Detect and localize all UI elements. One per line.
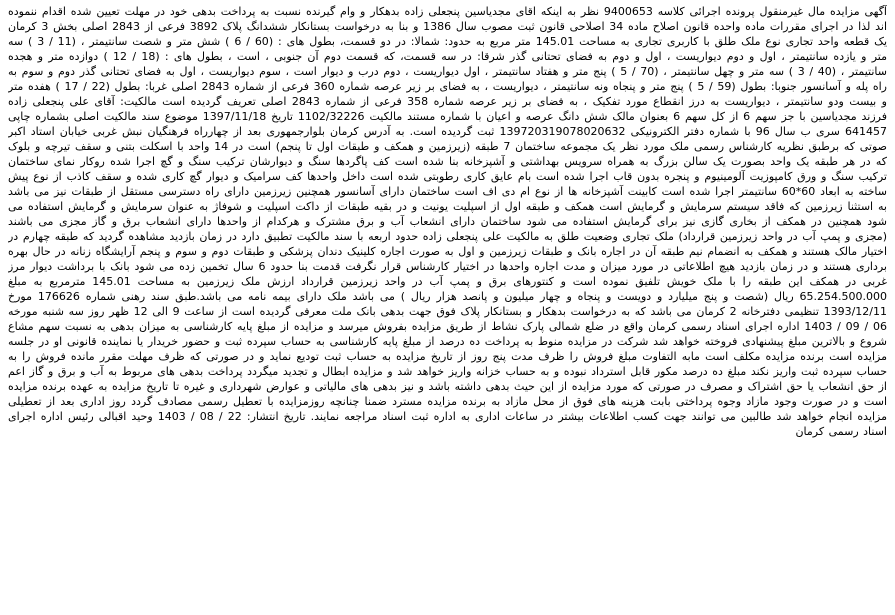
auction-notice	[8, 4, 887, 607]
notice-body-text: آگهی مزایده مال غیرمنقول پرونده اجرائی کلاسه 9400653 نظر به اینکه اقای مجدیاسین پنجعلی زاده بدهکار و وام گیرنده نسبت به پرداخت بدهی خود در مهلت تعیین شده اقدام ننموده اند لذا در اجرای مقررات ماده واحده قانون اصلاح ماده 34 اصلاحی قانون ثبت مصوب سال 1386 و بنا به درخواست بستانکار ششدانگ پلاک 3892 فرعی از 2843 اصلی بخش 3 کرمان یک قطعه واحد تجاری نوع ملک طلق با کاربری تجاری به مساحت 145.01 متر مربع به حدود: شمالا: در دو قسمت، بطول های : (60 / 6 ) شش متر و شصت سانتیمتر ، (11 / 3 ) سه متر و یازده سانتیمتر ، اول و دوم دیواریست ، اول و دوم به فضای تحتانی گذر شرقا: در سه قسمت، که قسمت دوم آن جنوبی ، است ، بطول های : (18 / 12 ) دوازده متر و هجده سانتیمتر ، (40 / 3 ) سه متر و چهل سانتیمتر ، (70 / 5 ) پنج متر و هفتاد سانتیمتر ، اول دیواریست ، دوم درب و دیوار است ، سوم دیواریست ، اول به فضای تحتانی گذر دوم و سوم به راه پله و آسانسور جنوبا: بطول (59 / 5 ) پنج متر و پنجاه ونه سانتیمتر ، دیواریست ، به فضای بر زیر عرصه شماره 360 فرعی از شماره 2843 اصلی غربا: بطول (22 / 17 ) هفده متر و بیست ودو سانتیمتر ، دیواریست به درز انقطاع مورد تفکیک ، به فضای بر زیر عرصه شماره 358 فرعی از شماره 2843 اصلی تعریف گردیده است مالکیت: آقای علی پنجعلی زاده فرزند مجدیاسین با جز سهم 6 از کل سهم 6 بعنوان مالک شش دانگ عرصه و اعیان با شماره مستند مالکیت 1102/32226 تاریخ 1397/11/18 موضوع سند مالکیت اصلی بشماره چاپی 641457 سری ب سال 96 با شماره دفتر الکترونیکی 139720319078020632 ثبت گردیده است. به آدرس کرمان بلوارجمهوری بعد از چهارراه فرهنگیان نبش غربی خیابان استاد اکبر صوتی که برطبق نظریه کارشناس رسمی ملک مورد نظر یک مجموعه ساختمان 7 طبقه (زیرزمین و همکف و طبقات اول تا پنجم) است در 14 واحد با اسکلت بتنی و سقف تیرچه و بلوک که در هر طبقه یک واحد بصورت یک سالن بزرگ به همراه سرویس بهداشتی و آشپزخانه بنا شده است کف پاگردها سنگ و دیوارشان ترکیب سنگ و گچ اجرا شده روکار نمای ساختمان ترکیب سنگ و ورق کامپوزیت آلومینیوم و پنجره بدون قاب اجرا شده است بام عایق کاری رطوبتی شده است داخل واحدها کف سرامیک و دیوار گچ کاری شده و سقف کاذب از نوع پیش ساخته به ابعاد 60*60 سانتیمتر اجرا شده است کابینت آشپزخانه ها از نوع ام دی اف است ساختمان دارای آسانسور همچنین زیرزمین دارای راه دسترسی مستقل از طبقات نیز می باشد به استثنا زیرزمین که فاقد سیستم سرمایش و گرمایش است همکف و طبقه اول از اسپلیت یونیت و در بقیه طبقات از داکت اسپلیت و شوفاژ به عنوان سرمایش و گرمایش استفاده می شود همچنین در همکف از بخاری گازی نیز برای گرمایش استفاده می شود ساختمان دارای انشعاب آب و برق مشترک و هرکدام از واحدها دارای انشعاب برق و گاز مجزی می باشند (مجزی و پمپ آب در واحد زیرزمین قرارداد) ملک تجاری وضعیت طلق به مالکیت علی پنجعلی زاده حدود اربعه با سند مالکیت تطبیق دارد در زمان بازدید مشاهده گردید که طبقه چهارم در اختیار مالک هستند و همکف به انضمام نیم طبقه آن در اجاره بانک و طبقات زیرزمین و اول به صورت اجاره کلینیک دندان پزشکی و طبقات دوم و سوم و پنجم آرایشگاه زنانه در حال بهره برداری هستند و در زمان بازدید هیچ اطلاعاتی در مورد میزان و مدت اجاره واحدها در اختیار کارشناس قرار نگرفت قدمت بنا حدود 6 سال تخمین زده می شود بانک با برداشت دیوار مرز غربی در همکف این طبقه را با ملک خویش تلفیق نموده است و کنتورهای برق و پمپ آب در واحد زیرزمین قرارداد ارزش ملک زیرزمین به مساحت 145.01 مترمربع به مبلغ 65.254.500.000 ریال (شصت و پنج میلیارد و دویست و پنجاه و چهار میلیون و پانصد هزار ریال ) می باشد ملک دارای بیمه نامه می باشد.طبق سند رهنی شماره 176626 مورخ 1393/12/11 تنظیمی دفترخانه 2 کرمان می باشد که به درخواست بدهکار و بستانکار پلاک فوق جهت بدهی بانک ملت معرفی گردیده است از ساعت 9 الی 12 ظهر روز سه شنبه مورخه 06 / 09 / 1403 اداره اجرای اسناد رسمی کرمان واقع در ضلع شمالی پارک نشاط از طریق مزایده بفروش میرسد و مزایده از مبلغ پایه کارشناسی به میزان بدهی به نسبت سهم مشاع شروع و بالاترین مبلغ پیشنهادی فروخته خواهد شد شرکت در مزایده منوط به پرداخت ده درصد از مبلغ پایه کارشناسی به حساب سپرده ثبت و حضور خریدار یا نماینده قانونی او در جلسه مزایده است برنده مزایده مکلف است مابه التفاوت مبلغ فروش را ظرف مدت پنج روز از تاریخ مزایده به حساب ثبت تودیع نماید و در صورتی که ظرف مهلت مقرر مانده فروش را به حساب سپرده ثبت واریز نکند مبلغ ده درصد مکور قابل استرداد نبوده و به حساب خزانه واریز خواهد شد و مزایده ابطال و تجدید میگردد پرداخت بدهی های مربوط به آب و برق و گاز اعم از حق انشعاب یا حق اشتراک و مصرف در صورتی که مورد مزایده از این حیث بدهی داشته باشد و نیز بدهی های مالیاتی و عوارض شهرداری و غیره تا تاریخ مزایده به عهده برنده مزایده است و در صورت وجود مازاد وجوه پرداختی بابت هزینه های فوق از محل مازاد به برنده مزایده مسترد ضمنا چنانچه روزمزایده با تعطیل رسمی مصادف گردد روز اداری بعد از تعطیلی مزایده انجام خواهد شد طالبین می توانند جهت کسب اطلاعات بیشتر در ساعات اداری به اداره ثبت اسناد مراجعه نمایند. تاریخ انتشار: 22 / 08 / 1403 وحید اقبالی رئیس اداره اجرای اسناد رسمی کرمان	[8, 5, 887, 438]
